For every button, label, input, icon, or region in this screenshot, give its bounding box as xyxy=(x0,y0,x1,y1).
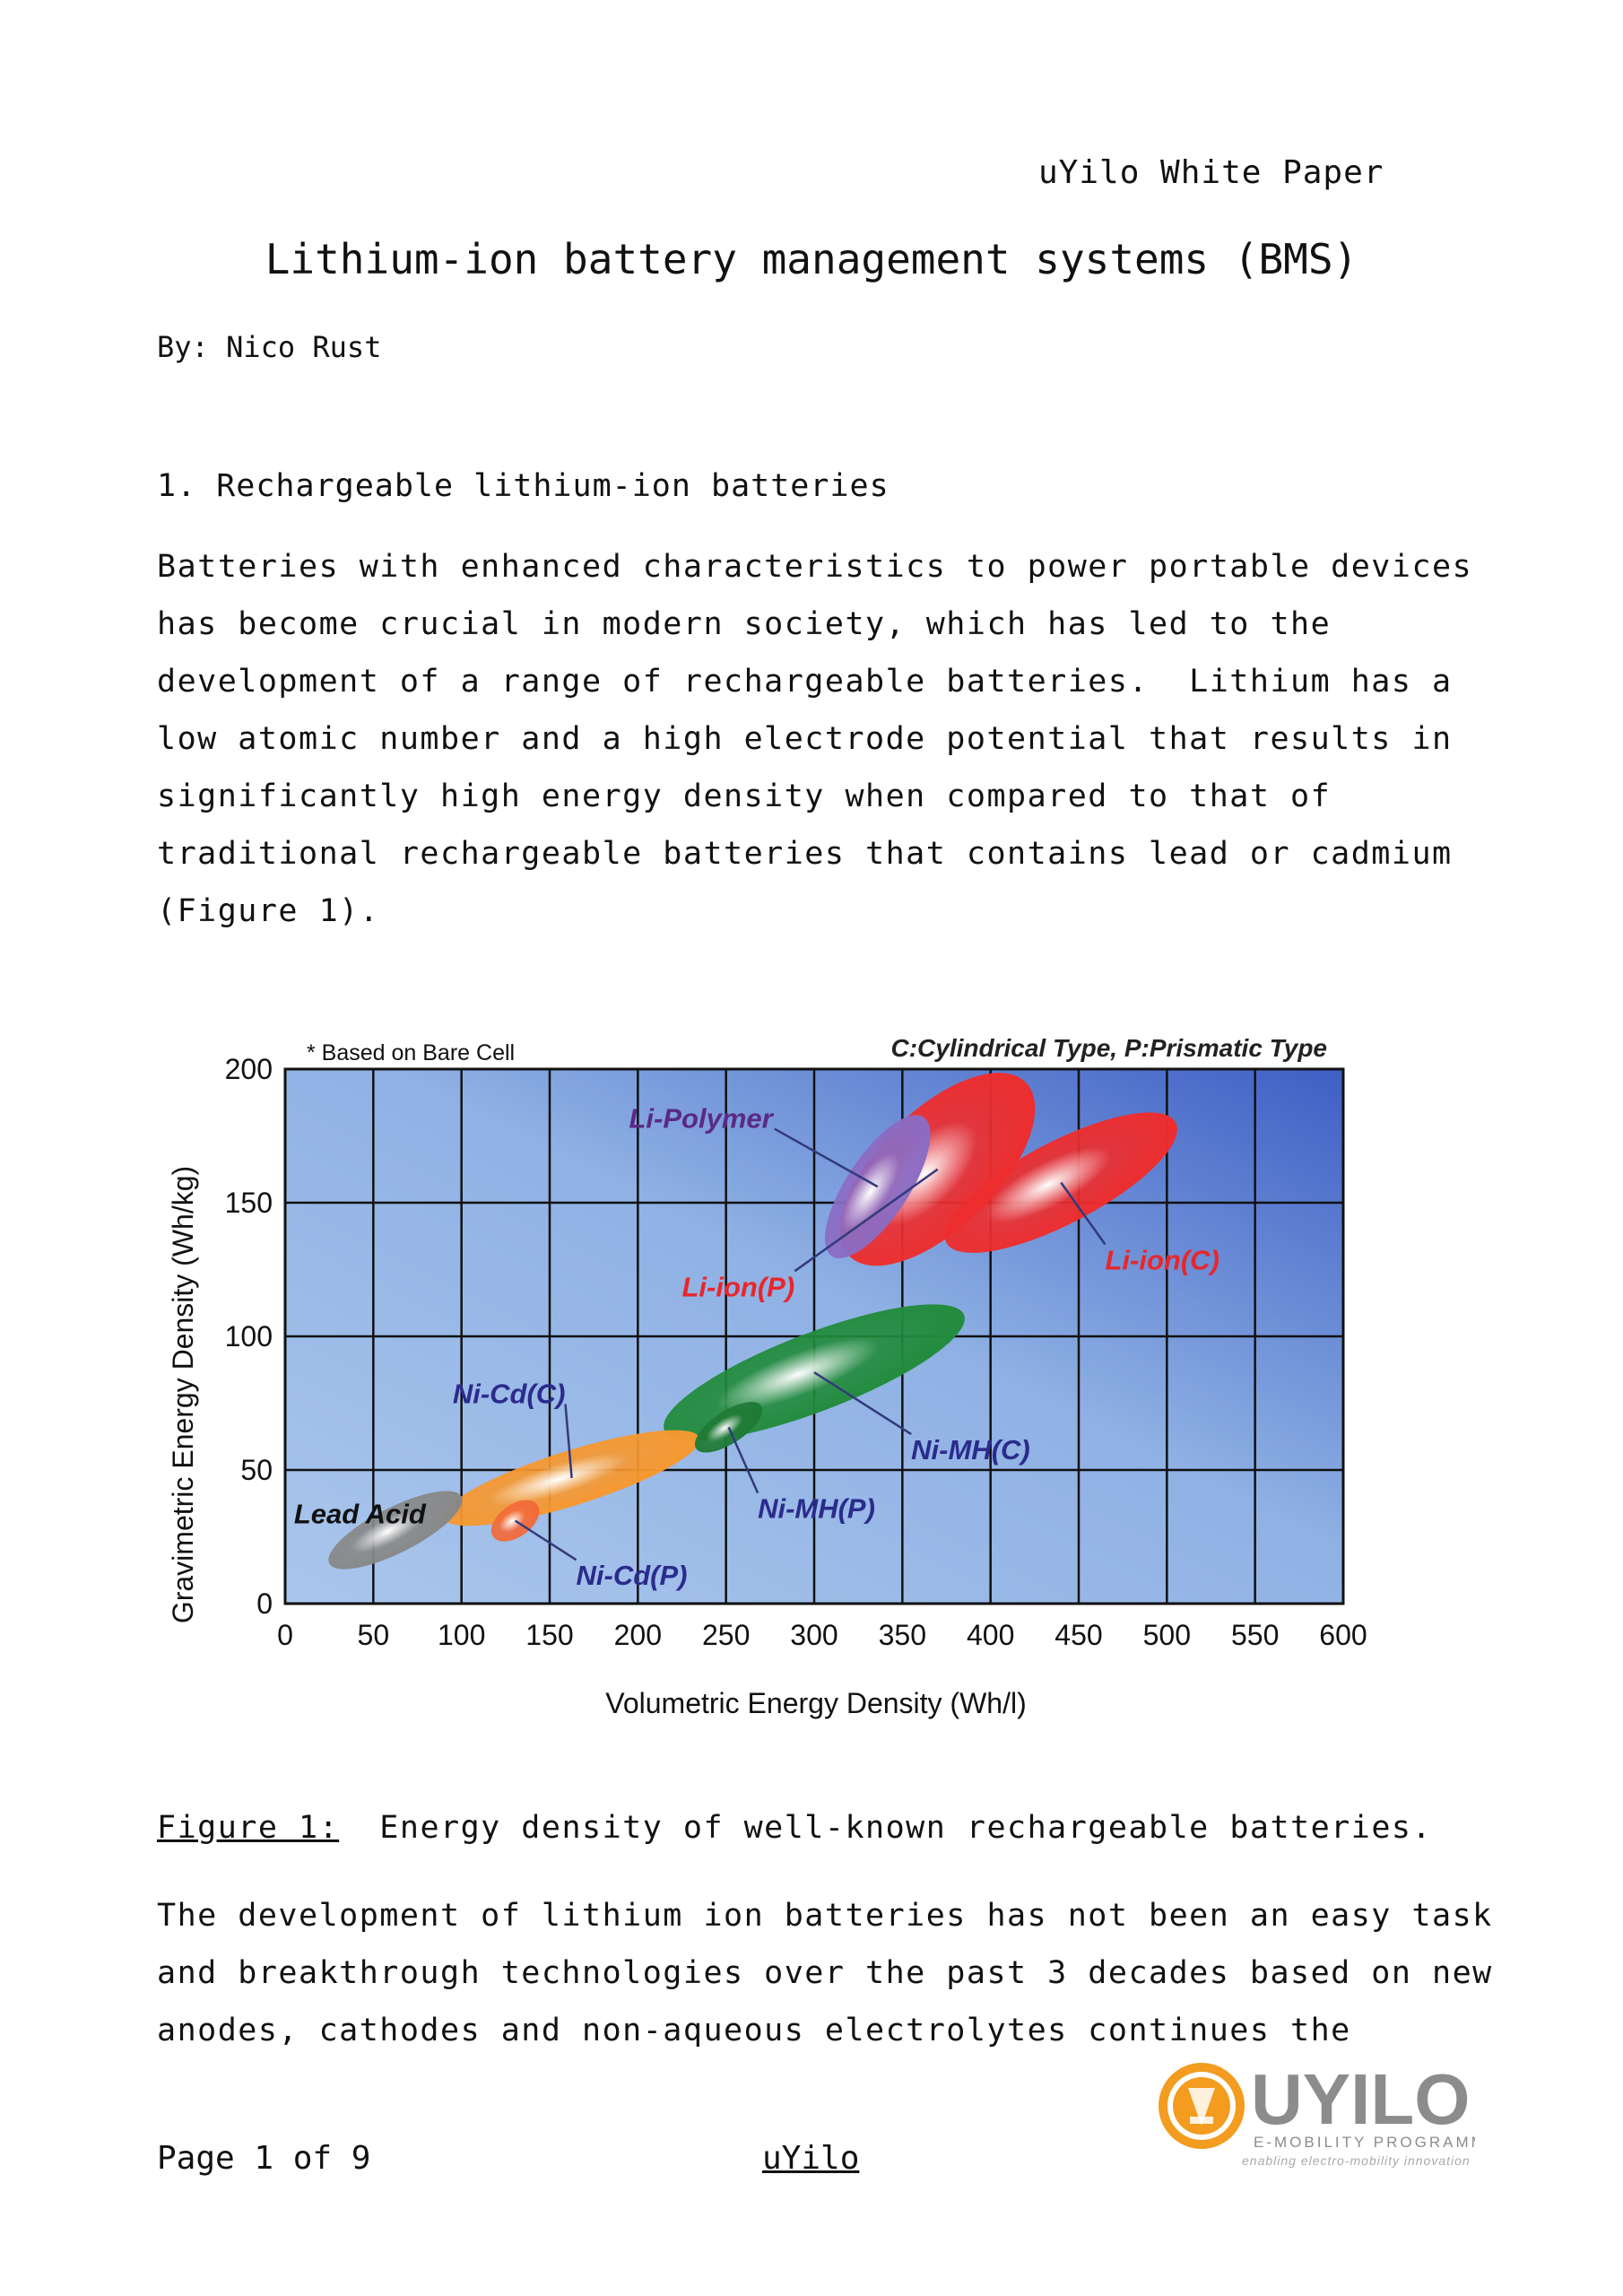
x-tick-label: 200 xyxy=(613,1619,663,1651)
footer-page-number: Page 1 of 9 xyxy=(157,2140,371,2177)
logo-wordmark: UYILO xyxy=(1251,2059,1471,2139)
series-label-li-polymer: Li-Polymer xyxy=(629,1102,773,1135)
paragraph-line: (Figure 1). xyxy=(157,893,380,929)
author-byline: By: Nico Rust xyxy=(157,330,382,364)
paragraph-line: has become crucial in modern society, which has led to the xyxy=(157,606,1332,642)
x-tick-label: 100 xyxy=(437,1619,486,1651)
logo-tagline: E-MOBILITY PROGRAMME xyxy=(1254,2134,1475,2151)
uyilo-logo xyxy=(1152,2054,1475,2170)
y-tick-label: 200 xyxy=(224,1053,273,1085)
uyilo-logo-image xyxy=(1152,2054,1475,2170)
x-tick-label: 150 xyxy=(525,1619,574,1651)
x-tick-label: 400 xyxy=(966,1619,1015,1651)
x-tick-label: 0 xyxy=(277,1619,293,1651)
footer-org-link[interactable]: uYilo xyxy=(762,2140,860,2177)
series-label-ni-mh-p-: Ni-MH(P) xyxy=(758,1492,875,1525)
paragraph-intro xyxy=(157,538,1473,940)
x-tick-label: 500 xyxy=(1142,1619,1192,1651)
series-label-li-ion-p-: Li-ion(P) xyxy=(681,1271,795,1303)
y-tick-label: 150 xyxy=(224,1187,273,1219)
chart-note-bare-cell: * Based on Bare Cell xyxy=(307,1040,516,1065)
series-label-lead-acid: Lead Acid xyxy=(293,1498,426,1530)
figure-energy-density-chart xyxy=(152,1022,1390,1731)
energy-density-chart xyxy=(152,1022,1390,1731)
x-tick-label: 550 xyxy=(1230,1619,1280,1651)
figure-caption-text: Energy density of well-known rechargeable batteries. xyxy=(339,1810,1433,1846)
series-label-ni-mh-c-: Ni-MH(C) xyxy=(911,1434,1030,1466)
y-tick-label: 100 xyxy=(224,1320,273,1352)
paragraph-line: traditional rechargeable batteries that contains lead or cadmium xyxy=(157,836,1453,872)
y-tick-label: 0 xyxy=(256,1587,273,1620)
series-label-ni-cd-p-: Ni-Cd(P) xyxy=(576,1560,688,1592)
series-label-ni-cd-c-: Ni-Cd(C) xyxy=(452,1378,566,1410)
paragraph-line: low atomic number and a high electrode potential that results in xyxy=(157,721,1453,757)
paragraph-development xyxy=(157,1887,1493,2059)
y-axis-label: Gravimetric Energy Density (Wh/kg) xyxy=(167,1165,199,1624)
x-tick-label: 250 xyxy=(701,1619,751,1651)
x-tick-label: 300 xyxy=(790,1619,838,1651)
series-label-li-ion-c-: Li-ion(C) xyxy=(1105,1244,1219,1276)
x-tick-label: 350 xyxy=(878,1619,927,1651)
chart-note-cell-types: C:Cylindrical Type, P:Prismatic Type xyxy=(890,1034,1327,1062)
document-title: Lithium-ion battery management systems (BMS) xyxy=(265,235,1358,283)
x-axis-label: Volumetric Energy Density (Wh/l) xyxy=(605,1687,1027,1719)
paragraph-line: and breakthrough technologies over the past 3 decades based on new xyxy=(157,1955,1493,1991)
logo-subtagline: enabling electro-mobility innovation xyxy=(1242,2153,1471,2168)
paragraph-line: Batteries with enhanced characteristics to power portable devices xyxy=(157,549,1473,585)
paragraph-line: anodes, cathodes and non-aqueous electrolytes continues the xyxy=(157,2013,1351,2048)
x-tick-label: 600 xyxy=(1319,1619,1367,1651)
paragraph-line: The development of lithium ion batteries has not been an easy task xyxy=(157,1898,1493,1934)
running-header: uYilo White Paper xyxy=(1038,154,1384,191)
paragraph-line: significantly high energy density when compared to that of xyxy=(157,778,1332,814)
section-heading: 1. Rechargeable lithium-ion batteries xyxy=(157,468,890,504)
figure-caption-label: Figure 1: xyxy=(157,1810,340,1846)
y-tick-label: 50 xyxy=(240,1454,273,1486)
x-tick-label: 450 xyxy=(1055,1619,1103,1651)
paragraph-line: development of a range of rechargeable batteries. Lithium has a xyxy=(157,664,1453,700)
figure-caption xyxy=(157,1810,1432,1846)
x-tick-label: 50 xyxy=(357,1619,390,1651)
